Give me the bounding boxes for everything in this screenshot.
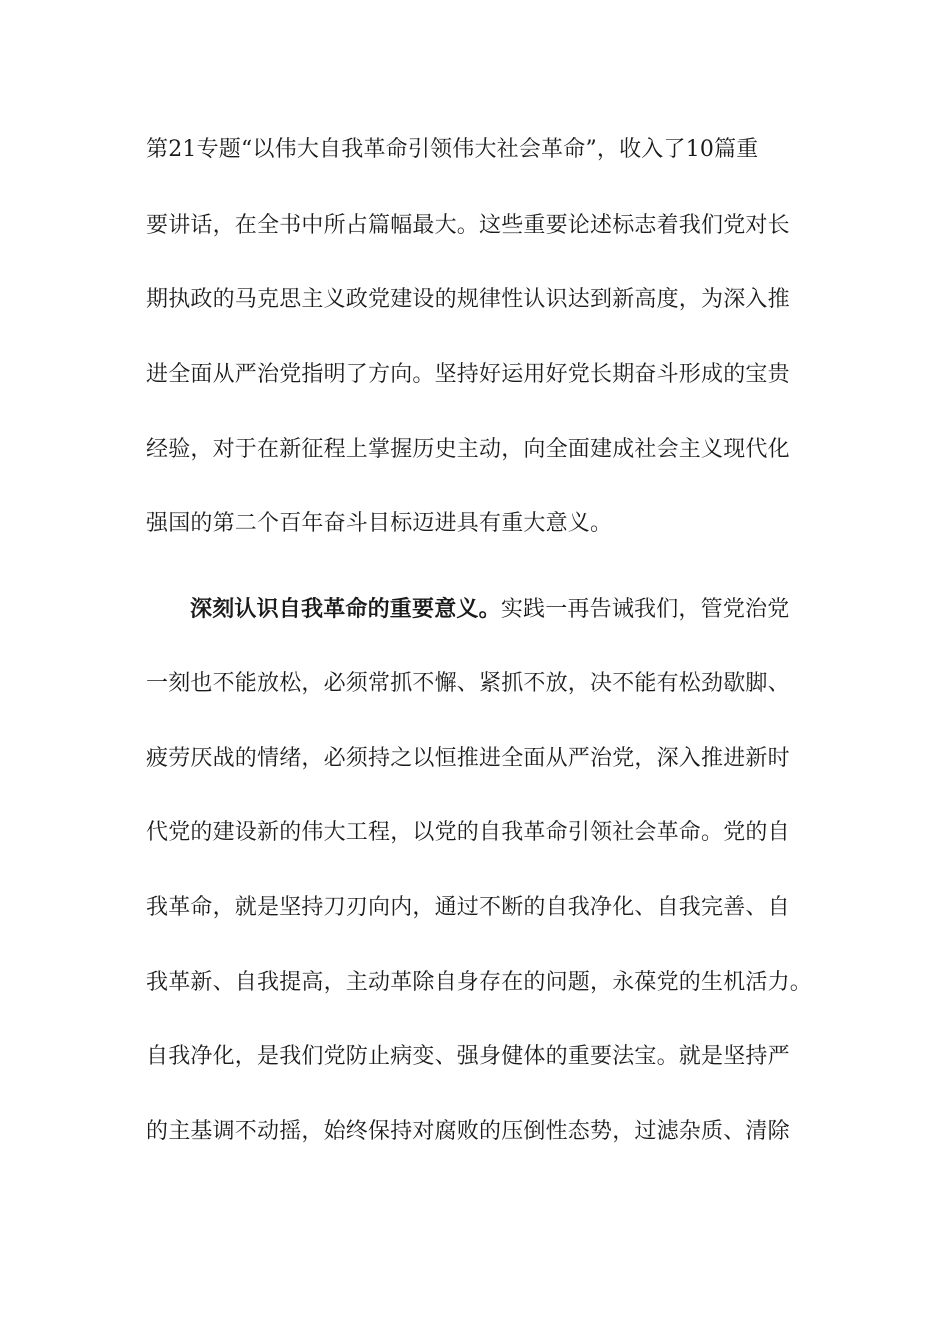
- paragraph-1-line-2: 要讲话，在全书中所占篇幅最大。这些重要论述标志着我们党对长: [146, 213, 790, 238]
- paragraph-2-line-2: 一刻也不能放松，必须常抓不懈、紧抓不放，决不能有松劲歇脚、: [146, 671, 790, 696]
- paragraph-2-line-1: [190, 589, 806, 629]
- paragraph-2-line-1-text: 实践一再告诫我们，管党治党: [500, 597, 790, 622]
- section-heading: 深刻认识自我革命的重要意义。: [190, 596, 501, 622]
- paragraph-2-line-3: 疲劳厌战的情绪，必须持之以恒推进全面从严治党，深入推进新时: [146, 746, 790, 771]
- paragraph-2-line-6: 我革新、自我提高，主动革除自身存在的问题，永葆党的生机活力。: [146, 970, 813, 995]
- paragraph-1-line-4: 进全面从严治党指明了方向。坚持好运用好党长期奋斗形成的宝贵: [146, 362, 790, 387]
- paragraph-1-line-5: 经验，对于在新征程上掌握历史主动，向全面建成社会主义现代化: [146, 437, 790, 462]
- paragraph-1-line-6: 强国的第二个百年奋斗目标迈进具有重大意义。: [146, 511, 613, 536]
- paragraph-2-line-7: 自我净化，是我们党防止病变、强身健体的重要法宝。就是坚持严: [146, 1044, 790, 1069]
- paragraph-2-line-5: 我革命，就是坚持刀刃向内，通过不断的自我净化、自我完善、自: [146, 895, 790, 920]
- paragraph-1-line-1: 第21专题“以伟大自我革命引领伟大社会革命”，收入了10篇重: [146, 137, 759, 162]
- paragraph-2-line-4: 代党的建设新的伟大工程，以党的自我革命引领社会革命。党的自: [146, 820, 790, 845]
- paragraph-2-line-8: 的主基调不动摇，始终保持对腐败的压倒性态势，过滤杂质、清除: [146, 1119, 790, 1144]
- paragraph-1-line-3: 期执政的马克思主义政党建设的规律性认识达到新高度，为深入推: [146, 287, 790, 312]
